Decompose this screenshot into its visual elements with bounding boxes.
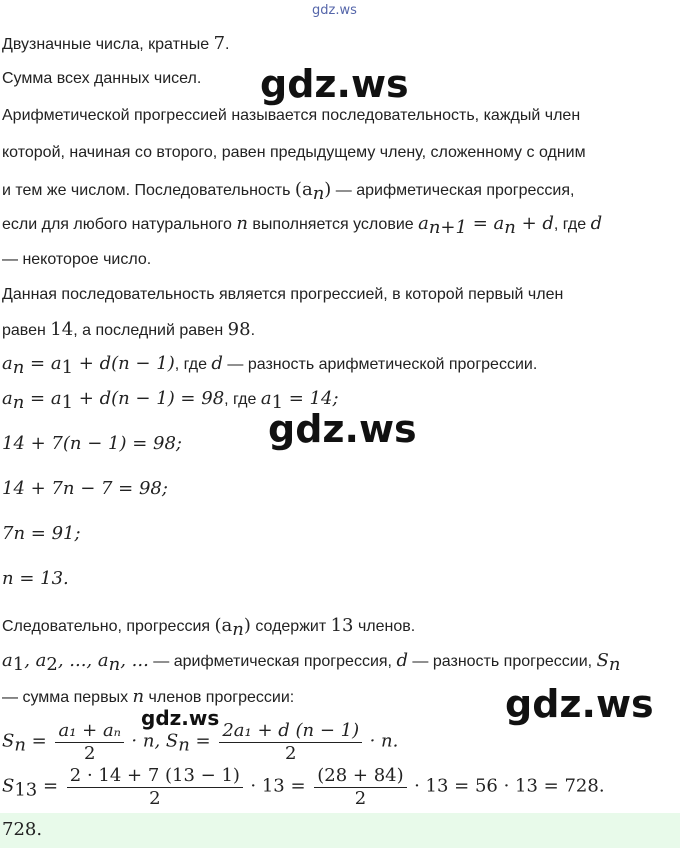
text-line: Данная последовательность является прогрессией, в которой первый член [2, 286, 564, 303]
sum-formula: $S_n$ = $\frac{\text{a₁ + aₙ}}{2}$ · n, $S_n$ = $\frac{\text{2a₁ + d (n − 1)}}{2}$ · n. [2, 720, 399, 764]
text-line: — сумма первых n членов прогрессии: [2, 686, 295, 707]
formula-line: $a_n = a_1 + d(n - 1)$, где d — разность арифметической прогрессии. [2, 353, 538, 378]
watermark-top: gdz.ws [312, 3, 357, 18]
answer-value: 728. [2, 819, 43, 840]
fraction: $\frac{\text{2a₁ + d (n − 1)}}{2}$ [219, 720, 362, 765]
equation: 7n = 91; [2, 523, 81, 544]
equation: 14 + 7(n − 1) = 98; [2, 433, 182, 454]
fraction: $\frac{\text{a₁ + aₙ}}{2}$ [55, 720, 124, 765]
equation: n = 13. [2, 568, 69, 589]
text-line: Следовательно, прогрессия $(a_n)$ содержит 13 членов. [2, 615, 416, 640]
watermark: gdz.ws [505, 682, 654, 726]
text-line: Арифметической прогрессией называется последовательность, каждый член [2, 107, 581, 124]
text-line: которой, начиная со второго, равен предыдущему члену, сложенному с одним [2, 144, 586, 161]
watermark: gdz.ws [268, 407, 417, 451]
equation: 14 + 7n − 7 = 98; [2, 478, 168, 499]
sum-calculation: $S_{13}$ = $\frac{2 \cdot 14 + 7 (13 - 1)}{2}$ · 13 = $\frac{(28 + 84)}{2}$ · 13 = 56 · 13 = 728. [2, 765, 605, 809]
text-line: если для любого натурального n выполняется условие $a_{n+1} = a_n + d$, где d [2, 213, 603, 238]
text-line: и тем же числом. Последовательность $(a_n)$ — арифметическая прогрессия, [2, 179, 575, 204]
text-line: Двузначные числа, кратные 7. [2, 33, 230, 54]
fraction: $\frac{(28 + 84)}{2}$ [314, 765, 406, 810]
watermark: gdz.ws [260, 62, 409, 106]
formula-line: $a_n = a_1 + d(n - 1) = 98$, где $a_1 = 14$; [2, 388, 339, 413]
fraction: $\frac{2 \cdot 14 + 7 (13 - 1)}{2}$ [67, 765, 243, 810]
watermark: gdz.ws [141, 706, 220, 730]
text-line: Сумма всех данных чисел. [2, 70, 202, 87]
text-line: — некоторое число. [2, 251, 152, 268]
answer-bar [0, 813, 680, 848]
text-line: равен 14, а последний равен 98. [2, 319, 256, 340]
text-line: $a_1$, $a_2$, ..., $a_n$, ... — арифметическая прогрессия, d — разность прогрессии, $S_n$ [2, 650, 621, 675]
